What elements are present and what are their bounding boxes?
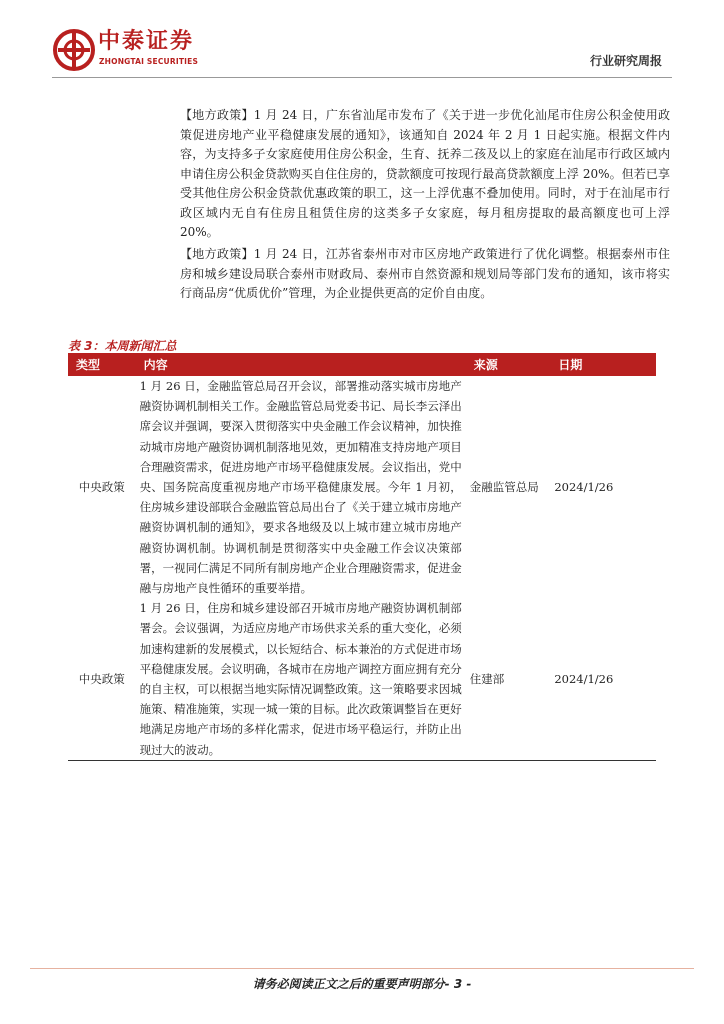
- header-content: 内容: [136, 353, 466, 376]
- cell-content: 1 月 26 日，金融监管总局召开会议，部署推动落实城市房地产融资协调机制相关工作。金融监管总局党委书记、局长李云泽出席会议并强调，要深入贯彻落实中央金融工作会议精神，加快推动城市房地产融资协调机制落地见效，更加精准支持房地产项目合理融资需求，促进房地产市场平稳健康发展。会议指出，党中央、国务院高度重视房地产市场平稳健康发展。今年 1 月初，住房城乡建设部联合金融监管总局出台了《关于建立城市房地产融资协调机制的通知》，要求各地级及以上城市建立城市房地产融资协调机制。协调机制是贯彻落实中央金融工作会议决策部署，一视同仁满足不同所有制房地产企业合理融资需求，促进金融与房地产良性循环的重要举措。: [139, 379, 462, 596]
- cell-type: 中央政策: [78, 480, 125, 495]
- zhongtai-logo-icon: [52, 28, 96, 72]
- header-date: 日期: [550, 353, 656, 376]
- page-header: [0, 0, 724, 80]
- brand-name-cn: 中泰证券: [98, 29, 195, 54]
- table-row: [68, 376, 656, 598]
- cell-date: 2024/1/26: [554, 480, 614, 495]
- footer-divider: [30, 968, 694, 969]
- header-source: 来源: [466, 353, 551, 376]
- disclaimer-notice: 请务必阅读正文之后的重要声明部分: [252, 977, 445, 991]
- brand-name-en: ZHONGTAI SECURITIES: [99, 57, 199, 66]
- table-row: [68, 598, 656, 760]
- cell-content: 1 月 26 日，住房和城乡建设部召开城市房地产融资协调机制部署会。会议强调，为适应房地产市场供求关系的重大变化，必须加速构建新的发展模式，以长短结合、标本兼治的方式促进市场平稳健康发展。会议明确，各城市在房地产调控方面应拥有充分的自主权，可以根据当地实际情况调整政策。这一策略要求因城施策、精准施策，实现一城一策的目标。此次政策调整旨在更好地满足房地产市场的多样化需求，促进市场平稳运行，并防止出现过大的波动。: [136, 598, 466, 760]
- cell-type: 中央政策: [68, 598, 136, 760]
- report-type-label: 行业研究周报: [589, 54, 662, 68]
- cell-date: 2024/1/26: [550, 598, 656, 760]
- policy-paragraph-taizhou: 【地方政策】1 月 24 日，江苏省泰州市对市区房地产政策进行了优化调整。根据泰州市住房和城乡建设局联合泰州市财政局、泰州市自然资源和规划局等部门发布的通知，该市将实行商品房“优质优价”管理，为企业提供更高的定价自由度。: [180, 247, 670, 300]
- table-caption: 表 3：本周新闻汇总: [68, 339, 177, 353]
- page-footer: [0, 975, 724, 992]
- page-number: - 3 -: [444, 977, 472, 991]
- news-summary-table: [68, 353, 656, 761]
- header-divider: [52, 77, 672, 78]
- cell-source: 金融监管总局: [469, 480, 539, 495]
- cell-source: 住建部: [466, 598, 551, 760]
- header-type: 类型: [68, 353, 136, 376]
- policy-paragraph-shanwei: 【地方政策】1 月 24 日，广东省汕尾市发布了《关于进一步优化汕尾市住房公积金使用政策促进房地产业平稳健康发展的通知》，该通知自 2024 年 2 月 1 日起实施。根据文件内容，为支持多子女家庭使用住房公积金，生育、抚养二孩及以上的家庭在汕尾市行政区域内申请住房公积金贷款购买自住住房的，贷款额度可按现行最高贷款额度上浮 20%。但若已享受其他住房公积金贷款优惠政策的职工，这一上浮优惠不叠加使用。同时，对于在汕尾市行政区域内无自有住房且租赁住房的这类多子女家庭，每月租房提取的最高额度也可上浮 20%。: [180, 108, 670, 239]
- table-header-row: [68, 353, 656, 376]
